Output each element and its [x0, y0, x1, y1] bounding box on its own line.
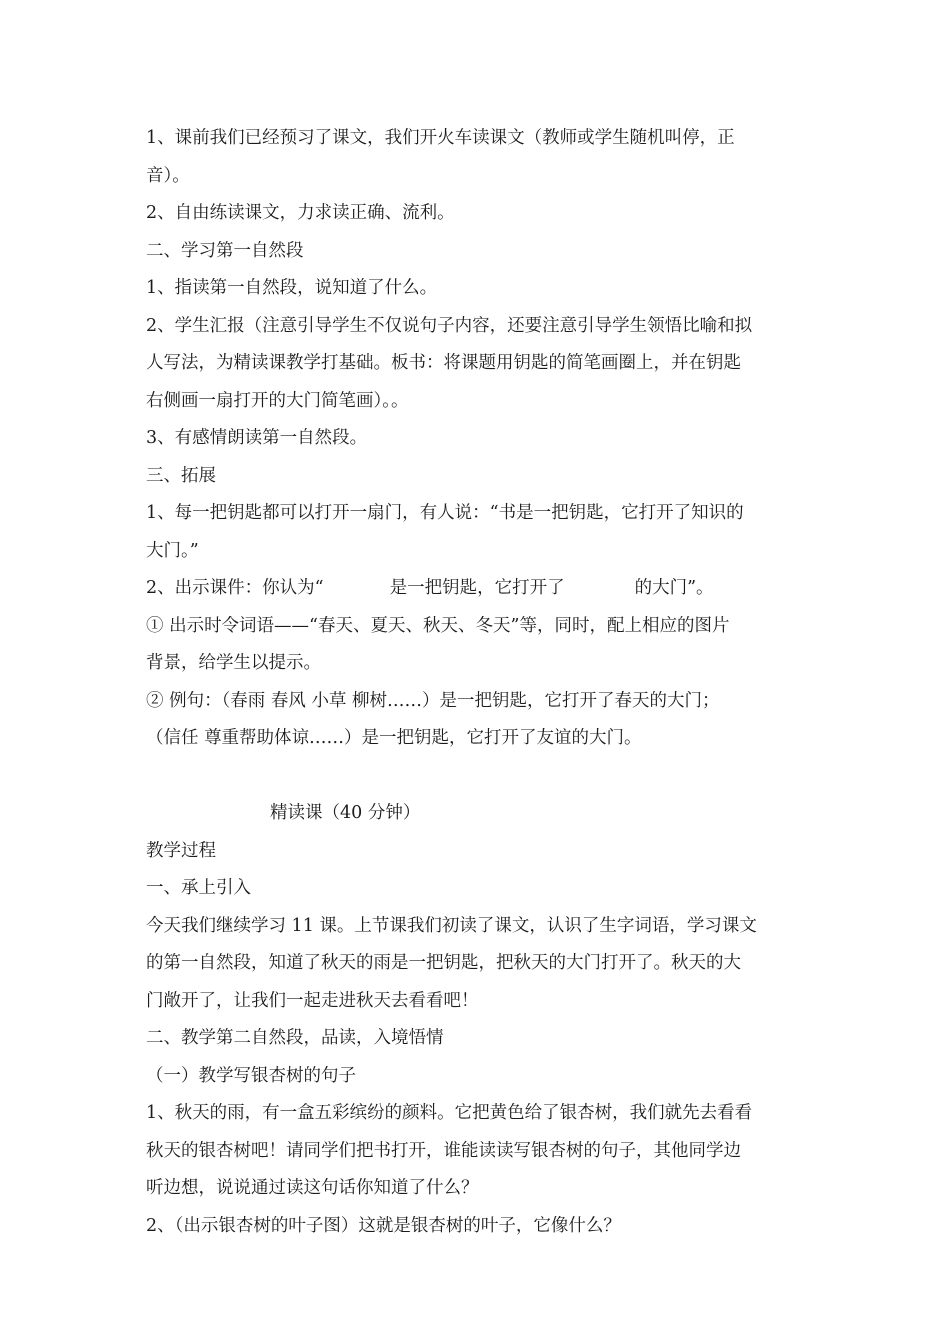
- text-line: 3、有感情朗读第一自然段。: [146, 428, 368, 448]
- text-line: 人写法，为精读课教学打基础。板书：将课题用钥匙的简笔画圈上，并在钥匙: [146, 353, 741, 373]
- section-heading: 教学过程: [146, 840, 216, 861]
- text-line: 今天我们继续学习 11 课。上节课我们初读了课文，认识了生字词语，学习课文: [146, 915, 757, 936]
- text-line: 大门。”: [146, 540, 199, 561]
- text-line: ② 例句：（春雨 春风 小草 柳树……）是一把钥匙，它打开了春天的大门；: [146, 690, 720, 711]
- section-title: 精读课（40 分钟）: [270, 803, 421, 823]
- section-heading: 一、承上引入: [146, 878, 251, 898]
- text-line: 1、课前我们已经预习了课文，我们开火车读课文（教师或学生随机叫停，正: [146, 128, 735, 148]
- section-heading: （一）教学写银杏树的句子: [146, 1065, 356, 1086]
- text-line: 2、学生汇报（注意引导学生不仅说句子内容，还要注意引导学生领悟比喻和拟: [146, 315, 753, 336]
- text-line: 1、秋天的雨，有一盒五彩缤纷的颜料。它把黄色给了银杏树，我们就先去看看: [146, 1103, 753, 1123]
- text-line: 门敞开了，让我们一起走进秋天去看看吧！: [146, 990, 479, 1011]
- blank-line: [146, 758, 810, 796]
- fill-in-part: 的大门”。: [634, 578, 714, 598]
- section-heading: 三、拓展: [146, 465, 216, 486]
- text-line: 背景，给学生以提示。: [146, 653, 321, 673]
- section-heading: 二、教学第二自然段，品读，入境悟情: [146, 1028, 444, 1048]
- text-line: （信任 尊重帮助体谅……）是一把钥匙，它打开了友谊的大门。: [146, 728, 642, 748]
- text-line: 秋天的银杏树吧！请同学们把书打开，谁能读读写银杏树的句子，其他同学边: [146, 1140, 741, 1161]
- text-line: 音）。: [146, 165, 190, 186]
- document-body: [146, 120, 810, 1245]
- text-line: 右侧画一扇打开的大门简笔画）。。: [146, 390, 409, 411]
- text-line: ① 出示时令词语——“春天、夏天、秋天、冬天”等，同时，配上相应的图片: [146, 615, 730, 636]
- section-heading: 二、学习第一自然段: [146, 240, 304, 261]
- text-line: 1、指读第一自然段，说知道了什么。: [146, 278, 438, 298]
- text-line: 2、（出示银杏树的叶子图）这就是银杏树的叶子，它像什么？: [146, 1215, 621, 1236]
- fill-in-line: [146, 570, 810, 608]
- text-line: 2、自由练读课文，力求读正确、流利。: [146, 203, 455, 223]
- text-line: 1、每一把钥匙都可以打开一扇门，有人说：“书是一把钥匙，它打开了知识的: [146, 503, 744, 523]
- text-line: 的第一自然段，知道了秋天的雨是一把钥匙，把秋天的大门打开了。秋天的大: [146, 953, 741, 973]
- fill-in-part: 是一把钥匙，它打开了: [389, 578, 565, 598]
- fill-in-part: 2、出示课件：你认为“: [146, 578, 324, 598]
- text-line: 听边想，说说通过读这句话你知道了什么？: [146, 1178, 479, 1198]
